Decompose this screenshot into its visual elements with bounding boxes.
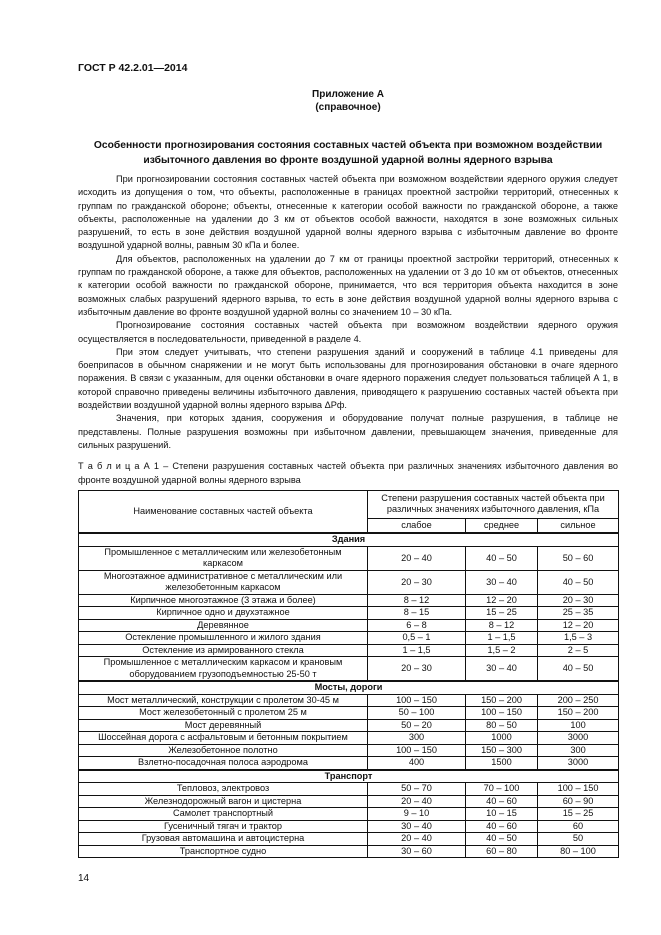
value-cell: 40 – 60 <box>466 820 538 833</box>
value-cell: 3000 <box>538 732 619 745</box>
table-row <box>79 632 619 645</box>
value-cell: 30 – 40 <box>368 820 466 833</box>
value-cell: 150 – 200 <box>538 707 619 720</box>
item-name-cell: Многоэтажное административное с металлическим или железобетонным каркасом <box>79 570 368 594</box>
column-header-weak: слабое <box>368 518 466 533</box>
section-title: Особенности прогнозирования состояния составных частей объекта при возможном воздействии избыточного давления во фронте воздушной ударной волны ядерного взрыва <box>93 140 603 166</box>
pressure-table <box>78 490 619 859</box>
value-cell: 8 – 12 <box>466 619 538 632</box>
value-cell: 150 – 300 <box>466 744 538 757</box>
value-cell: 100 – 150 <box>466 707 538 720</box>
paragraph: Прогнозирование состояния составных частей объекта при возможном воздействии ядерного оружия осуществляется в последовательности, приведенной в разделе 4. <box>78 320 618 344</box>
value-cell: 1500 <box>466 757 538 770</box>
value-cell: 1,5 – 3 <box>538 632 619 645</box>
table-row <box>79 744 619 757</box>
item-name-cell: Самолет транспортный <box>79 808 368 821</box>
value-cell: 80 – 50 <box>466 719 538 732</box>
value-cell: 6 – 8 <box>368 619 466 632</box>
item-name-cell: Остекление из армированного стекла <box>79 644 368 657</box>
value-cell: 2 – 5 <box>538 644 619 657</box>
table-row <box>79 546 619 570</box>
paragraph: Значения, при которых здания, сооружения и оборудование получат полные разрушения, в таблице не представлены. Полные разрушения возможны при избыточном давлении, превышающем значения, приведенные для сильных разрушений. <box>78 413 618 450</box>
value-cell: 10 – 15 <box>466 808 538 821</box>
value-cell: 1,5 – 2 <box>466 644 538 657</box>
item-name-cell: Транспортное судно <box>79 845 368 858</box>
column-header-name: Наименование составных частей объекта <box>79 490 368 533</box>
paragraph: При прогнозировании состояния составных частей объекта при возможном воздействии ядерного оружия следует исходить из допущения о том, что объекты, расположенные в границах проектной застройки территорий, отнесенных к группам по гражданской обороне; объекты, отнесенные к категории особой важности по гражданской обороне, а также объекты, расположенные на удалении до 3 км от объектов особой важности, находятся в зоне возможных сильных разрушений, то есть в зоне действия воздушной ударной волны ядерного взрыва с избыточным давление во фронте воздушной ударной волны, равным 30 кПа и более. <box>78 174 618 251</box>
value-cell: 50 – 60 <box>538 546 619 570</box>
value-cell: 30 – 40 <box>466 657 538 682</box>
value-cell: 100 – 150 <box>538 783 619 796</box>
document-header: ГОСТ Р 42.2.01—2014 <box>78 62 188 74</box>
value-cell: 40 – 50 <box>466 833 538 846</box>
body-text <box>78 173 618 487</box>
value-cell: 1 – 1,5 <box>466 632 538 645</box>
table-caption: Т а б л и ц а А 1 – Степени разрушения составных частей объекта при различных значениях избыточного давления во фронте воздушной ударной волны ядерного взрыва <box>78 461 618 485</box>
value-cell: 8 – 15 <box>368 607 466 620</box>
item-name-cell: Мост металлический, конструкции с пролетом 30-45 м <box>79 694 368 707</box>
item-name-cell: Тепловоз, электровоз <box>79 783 368 796</box>
table-row <box>79 570 619 594</box>
value-cell: 80 – 100 <box>538 845 619 858</box>
column-header-strong: сильное <box>538 518 619 533</box>
section-row <box>79 533 619 546</box>
value-cell: 40 – 50 <box>538 570 619 594</box>
value-cell: 70 – 100 <box>466 783 538 796</box>
value-cell: 30 – 40 <box>466 570 538 594</box>
value-cell: 100 <box>538 719 619 732</box>
table-row <box>79 820 619 833</box>
table-row <box>79 833 619 846</box>
value-cell: 20 – 40 <box>368 833 466 846</box>
value-cell: 40 – 50 <box>466 546 538 570</box>
value-cell: 30 – 60 <box>368 845 466 858</box>
table-row <box>79 732 619 745</box>
value-cell: 300 <box>538 744 619 757</box>
section-title: Мосты, дороги <box>79 681 619 694</box>
item-name-cell: Промышленное с металлическим или железобетонным каркасом <box>79 546 368 570</box>
value-cell: 400 <box>368 757 466 770</box>
item-name-cell: Железнодорожный вагон и цистерна <box>79 795 368 808</box>
value-cell: 15 – 25 <box>538 808 619 821</box>
item-name-cell: Взлетно-посадочная полоса аэродрома <box>79 757 368 770</box>
table-row <box>79 657 619 682</box>
value-cell: 1000 <box>466 732 538 745</box>
table-row <box>79 757 619 770</box>
value-cell: 300 <box>368 732 466 745</box>
value-cell: 0,5 – 1 <box>368 632 466 645</box>
value-cell: 25 – 35 <box>538 607 619 620</box>
item-name-cell: Кирпичное одно и двухэтажное <box>79 607 368 620</box>
value-cell: 150 – 200 <box>466 694 538 707</box>
value-cell: 3000 <box>538 757 619 770</box>
item-name-cell: Грузовая автомашина и автоцистерна <box>79 833 368 846</box>
appendix-note: (справочное) <box>315 102 381 113</box>
item-name-cell: Деревянное <box>79 619 368 632</box>
table-row <box>79 619 619 632</box>
value-cell: 50 <box>538 833 619 846</box>
item-name-cell: Железобетонное полотно <box>79 744 368 757</box>
value-cell: 60 – 80 <box>466 845 538 858</box>
value-cell: 50 – 20 <box>368 719 466 732</box>
value-cell: 20 – 30 <box>368 570 466 594</box>
value-cell: 50 – 70 <box>368 783 466 796</box>
table-row <box>79 783 619 796</box>
table-row <box>79 795 619 808</box>
section-row <box>79 770 619 783</box>
item-name-cell: Гусеничный тягач и трактор <box>79 820 368 833</box>
table-row <box>79 607 619 620</box>
value-cell: 50 – 100 <box>368 707 466 720</box>
item-name-cell: Промышленное с металлическим каркасом и крановым оборудованием грузоподъемностью 25-50 т <box>79 657 368 682</box>
table-row <box>79 594 619 607</box>
item-name-cell: Мост железобетонный с пролетом 25 м <box>79 707 368 720</box>
value-cell: 15 – 25 <box>466 607 538 620</box>
value-cell: 60 <box>538 820 619 833</box>
value-cell: 8 – 12 <box>368 594 466 607</box>
value-cell: 100 – 150 <box>368 694 466 707</box>
table-row <box>79 845 619 858</box>
value-cell: 20 – 40 <box>368 795 466 808</box>
value-cell: 40 – 60 <box>466 795 538 808</box>
value-cell: 20 – 40 <box>368 546 466 570</box>
item-name-cell: Остекление промышленного и жилого здания <box>79 632 368 645</box>
value-cell: 12 – 20 <box>466 594 538 607</box>
page-number: 14 <box>78 873 90 885</box>
section-title: Здания <box>79 533 619 546</box>
paragraph: Для объектов, расположенных на удалении до 7 км от границы проектной застройки территорий, отнесенных к группам по гражданской обороне, а также для объектов, расположенных на удалении от 3 до 10 км от объектов, отнесенных к категории особой важности по гражданской обороне, принимается, что вся территория объекта находится в зоне возможных слабых разрушений ядерного взрыва, то есть в зоне действия воздушной ударной волны ядерного взрыва с избыточным давление во фронте воздушной ударной волны со значением 10 – 30 кПа. <box>78 253 618 317</box>
item-name-cell: Кирпичное многоэтажное (3 этажа и более) <box>79 594 368 607</box>
appendix-title: Приложение А <box>312 89 384 100</box>
value-cell: 9 – 10 <box>368 808 466 821</box>
column-header-medium: среднее <box>466 518 538 533</box>
table-row <box>79 694 619 707</box>
table-row <box>79 719 619 732</box>
value-cell: 20 – 30 <box>368 657 466 682</box>
column-group-header: Степени разрушения составных частей объекта при различных значениях избыточного давления, кПа <box>368 490 619 518</box>
item-name-cell: Шоссейная дорога с асфальтовым и бетонным покрытием <box>79 732 368 745</box>
section-row <box>79 681 619 694</box>
paragraph: При этом следует учитывать, что степени разрушения зданий и сооружений в таблице 4.1 приведены для боеприпасов в обычном снаряжении и не могут быть использованы для прогнозирования обстановки в очаге ядерного поражения. В связи с указанным, для оценки обстановки в очаге ядерного поражения следует пользоваться таблицей А 1, в которой справочно приведены величины избыточного давления, приводящего к разрушению составных частей объекта при воздействии воздушной ударной волны ядерного взрыва ΔPф. <box>78 346 618 411</box>
value-cell: 100 – 150 <box>368 744 466 757</box>
table-row <box>79 644 619 657</box>
value-cell: 12 – 20 <box>538 619 619 632</box>
table-row <box>79 808 619 821</box>
table-row <box>79 707 619 720</box>
section-title: Транспорт <box>79 770 619 783</box>
item-name-cell: Мост деревянный <box>79 719 368 732</box>
value-cell: 40 – 50 <box>538 657 619 682</box>
value-cell: 1 – 1,5 <box>368 644 466 657</box>
value-cell: 60 – 90 <box>538 795 619 808</box>
value-cell: 20 – 30 <box>538 594 619 607</box>
value-cell: 200 – 250 <box>538 694 619 707</box>
